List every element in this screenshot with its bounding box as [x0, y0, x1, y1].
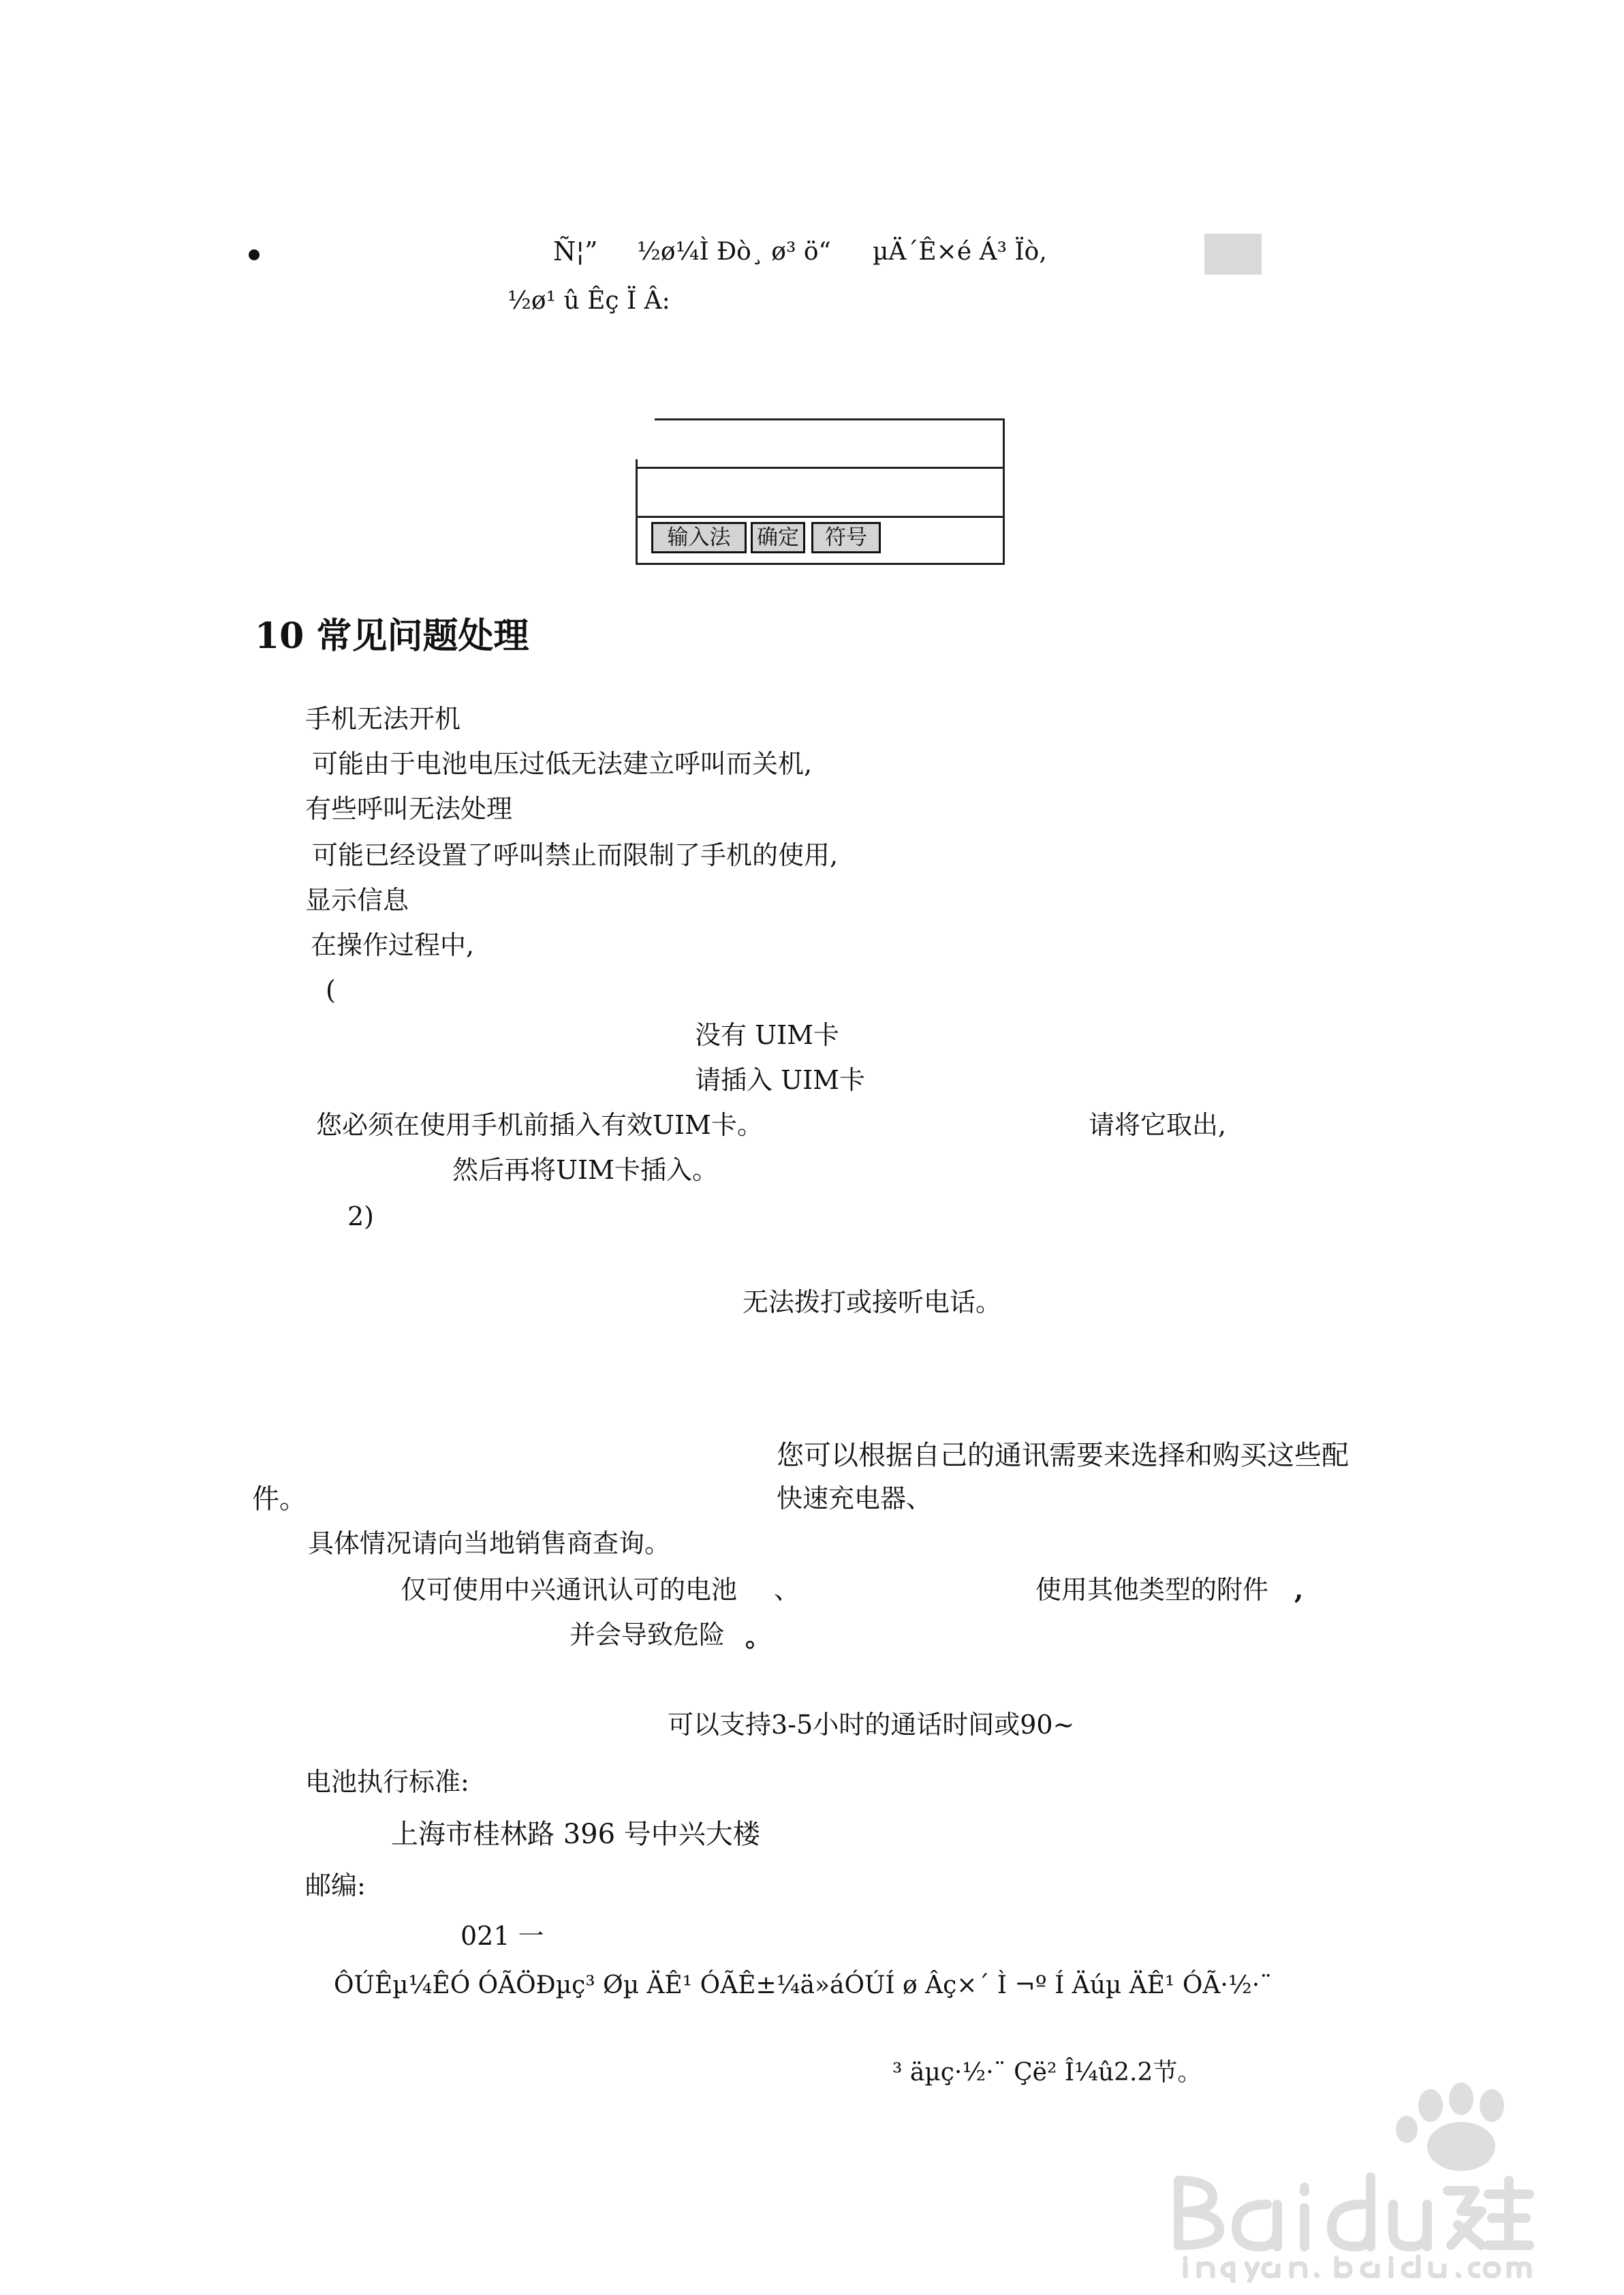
symbol-button[interactable]: 符号 — [811, 522, 881, 553]
uim-instruction-a: 您必须在使用手机前插入有效UIM卡。 — [316, 1110, 763, 1140]
faq-answer-1: 可能由于电池电压过低无法建立呼叫而关机, — [312, 749, 813, 779]
faq-answer-3: 在操作过程中, — [311, 930, 475, 960]
faq-item-1: 手机无法开机 — [305, 704, 461, 734]
call-error-text: 无法拨打或接听电话。 — [743, 1287, 1002, 1317]
postcode-label: 邮编: — [305, 1870, 366, 1900]
bullet-dot — [249, 249, 260, 260]
message-insert-uim: 请插入 UIM卡 — [695, 1065, 866, 1095]
list-marker-2: 2) — [347, 1201, 375, 1231]
message-no-uim: 没有 UIM卡 — [695, 1020, 840, 1050]
uim-instruction-c: 然后再将UIM卡插入。 — [452, 1155, 718, 1185]
intro-text-1b: ½ø¼Ì Ðò¸ ø³ ö“ — [637, 238, 831, 266]
warning-text-d: , — [1294, 1574, 1304, 1605]
section-number: 10 — [255, 615, 304, 657]
section-title: 常见问题处理 — [316, 615, 529, 657]
address-text: 上海市桂林路 396 号中兴大楼 — [391, 1819, 760, 1850]
uim-instruction-b: 请将它取出, — [1089, 1110, 1227, 1140]
faq-answer-2: 可能已经设置了呼叫禁止而限制了手机的使用, — [312, 840, 839, 870]
input-method-button[interactable]: 输入法 — [651, 522, 747, 553]
garbled-battery-note: ÔÚÊµ¼ÊÓ ÓÃÖÐµç³ Øµ ÄÊ¹ ÓÃÊ±¼ä»áÓÚÍ ø Âç×´ Ì ¬º Í Äúµ ÄÊ¹ ÓÃ·½·¨ — [334, 1971, 1272, 1999]
accessories-text-b: 件。 — [252, 1483, 307, 1515]
faq-item-2: 有些呼叫无法处理 — [305, 794, 513, 824]
baidu-jingyan-watermark — [1158, 2078, 1540, 2283]
warning-text-c: 使用其他类型的附件 — [1035, 1575, 1269, 1605]
warning-text-b: 、 — [774, 1575, 800, 1605]
faq-item-3: 显示信息 — [305, 885, 409, 915]
warning-text-f: 。 — [745, 1622, 772, 1652]
garbled-charging-note: ³ äµç·½·¨ Çë² Î¼û2.2节。 — [892, 2059, 1202, 2086]
intro-text-2: ½ø¹ û Êç Ï Â: — [507, 287, 670, 315]
list-marker-1: ( — [326, 975, 336, 1005]
intro-text-1a: Ñ¦” — [553, 236, 598, 266]
warning-text-e: 并会导致危险 — [569, 1620, 725, 1650]
phone-prefix: 021 一 — [460, 1921, 544, 1951]
battery-standard-label: 电池执行标准: — [305, 1767, 469, 1797]
dealer-enquiry-text: 具体情况请向当地销售商查询。 — [308, 1528, 671, 1558]
accessories-text-a: 您可以根据自己的通讯需要来选择和购买这些配 — [777, 1440, 1349, 1471]
input-dialog-figure — [636, 418, 1005, 565]
battery-talktime-text: 可以支持3-5小时的通话时间或90~ — [668, 1710, 1075, 1740]
section-heading — [255, 615, 529, 657]
accessories-text-c: 快速充电器、 — [777, 1483, 933, 1513]
gray-placeholder-box — [1204, 234, 1262, 275]
intro-text-1c: µÄ´Ê×é Á³ Ïò, — [873, 238, 1047, 266]
warning-text-a: 仅可使用中兴通讯认可的电池 — [401, 1575, 738, 1605]
confirm-button[interactable]: 确定 — [751, 522, 805, 553]
